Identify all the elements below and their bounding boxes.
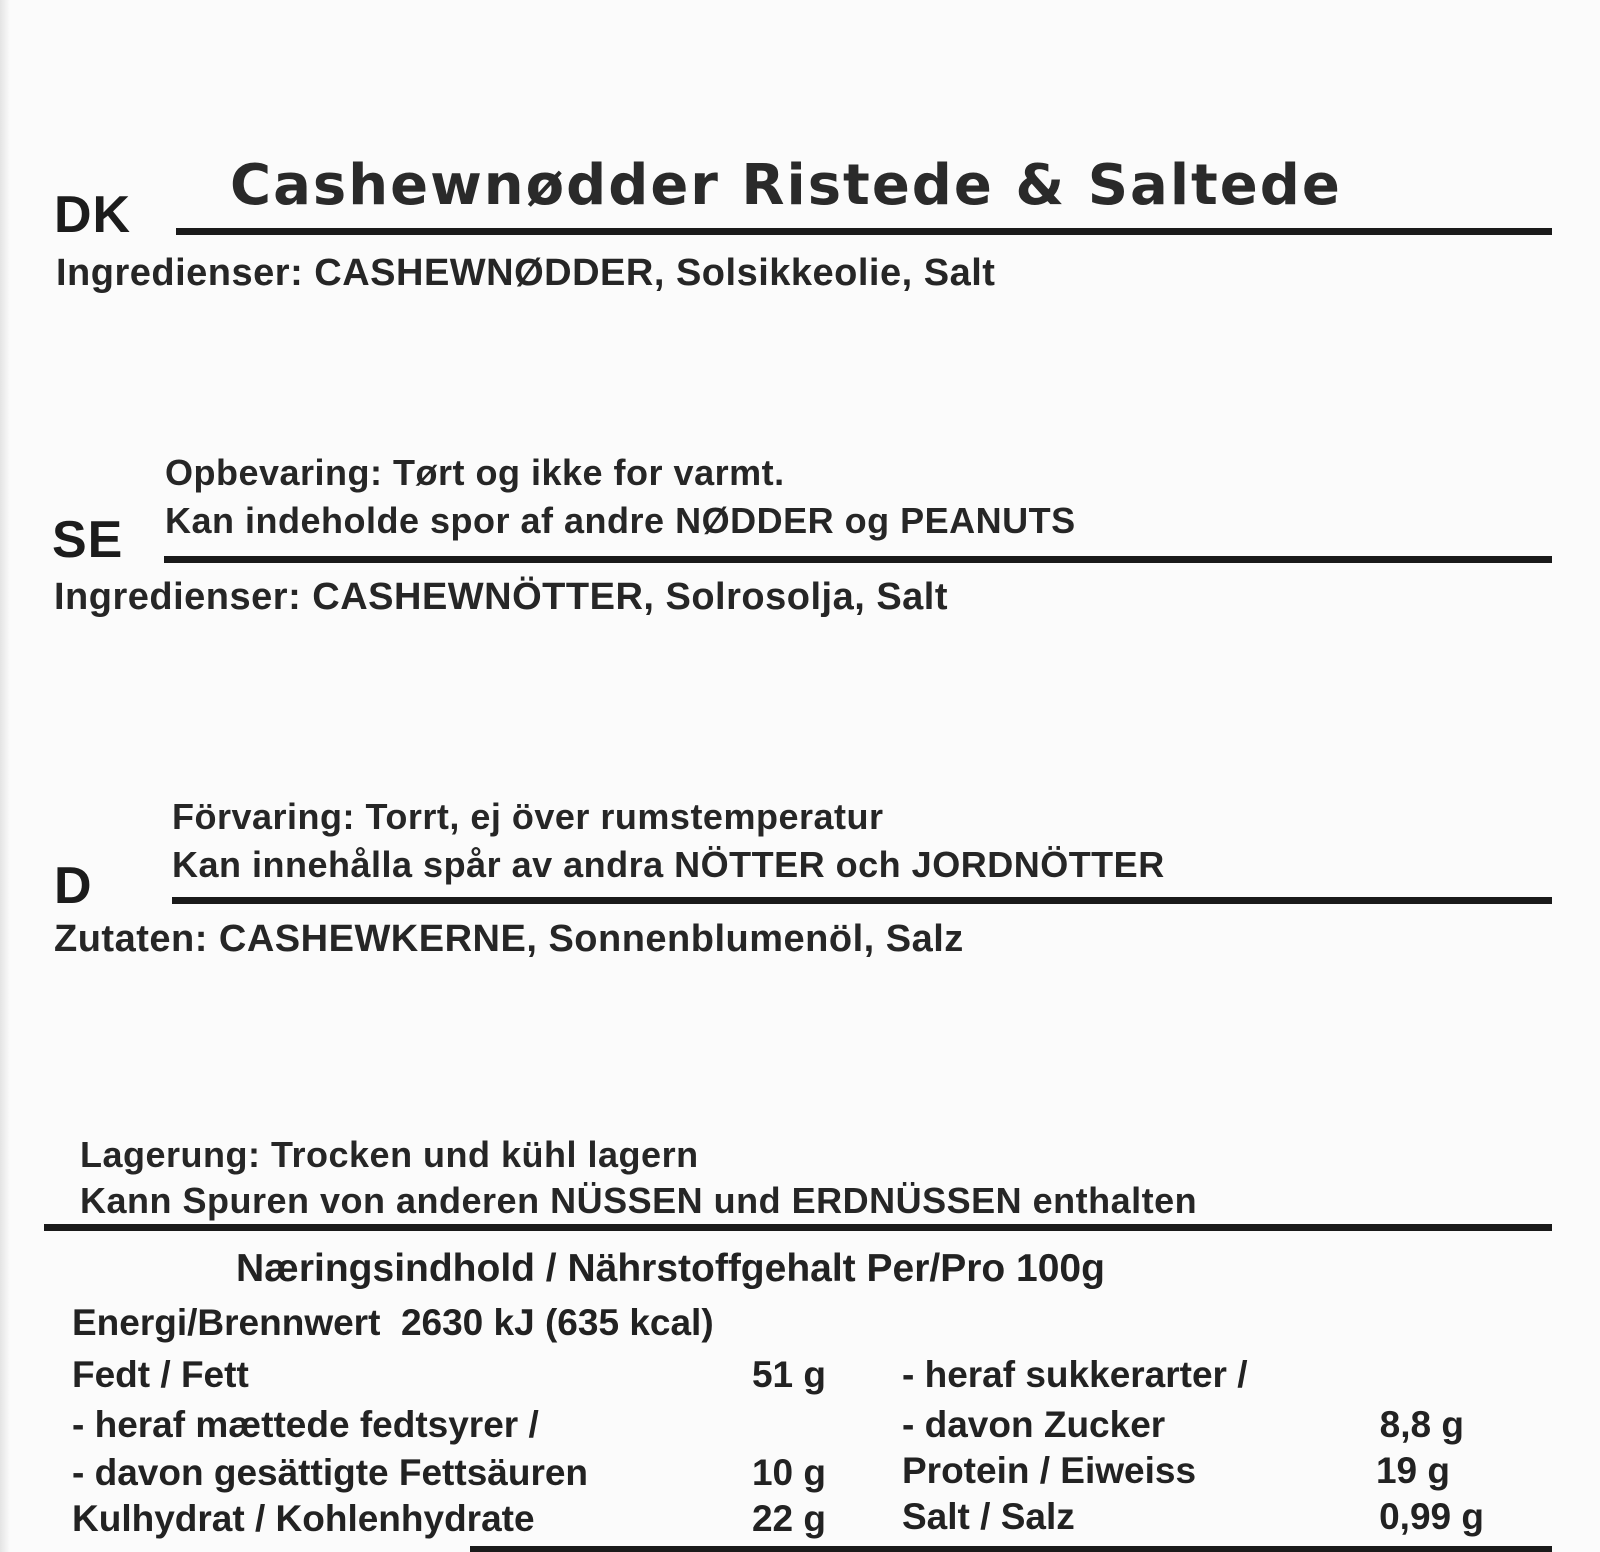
lang-code-dk: DK (54, 186, 132, 244)
se-rule (164, 556, 1552, 563)
paper-edge (0, 0, 10, 1552)
sugar-label-2: - davon Zucker (902, 1404, 1166, 1445)
energy-row: Energi/Brennwert 2630 kJ (635 kcal) (72, 1302, 714, 1343)
protein-label: Protein / Eiweiss (902, 1450, 1197, 1491)
d-rule (172, 897, 1552, 904)
dk-allergens: Kan indeholde spor af andre NØDDER og PEANUTS (165, 500, 1076, 541)
lang-code-se: SE (52, 511, 124, 569)
d-storage: Lagerung: Trocken und kühl lagern (80, 1134, 699, 1175)
nutrition-header: Næringsindhold / Nährstoffgehalt Per/Pro 100g (236, 1247, 1105, 1290)
salt-value: 0,99 g (1379, 1496, 1484, 1537)
dk-ingredients: Ingredienser: CASHEWNØDDER, Solsikkeolie, Salt (56, 252, 996, 294)
dk-title-rule (176, 228, 1552, 235)
carbohydrate-label: Kulhydrat / Kohlenhydrate (72, 1498, 535, 1539)
sugar-value: 8,8 g (1379, 1404, 1464, 1445)
lang-code-d: D (54, 857, 93, 915)
se-allergens: Kan innehålla spår av andra NÖTTER och JORDNÖTTER (172, 844, 1165, 885)
sugar-label-1: - heraf sukkerarter / (902, 1354, 1248, 1395)
se-storage: Förvaring: Torrt, ej över rumstemperatur (172, 796, 884, 837)
fat-label: Fedt / Fett (72, 1354, 249, 1395)
carbohydrate-value: 22 g (751, 1498, 826, 1539)
saturated-label-1: - heraf mættede fedtsyrer / (72, 1404, 539, 1445)
nutrition-bottom-rule (470, 1546, 1552, 1552)
protein-value: 19 g (1375, 1450, 1450, 1491)
saturated-value: 10 g (751, 1452, 826, 1493)
fat-value: 51 g (751, 1354, 826, 1395)
nutrition-top-rule (44, 1224, 1552, 1231)
saturated-label-2: - davon gesättigte Fettsäuren (72, 1452, 589, 1493)
product-title: Cashewnødder Ristede & Saltede (230, 153, 1342, 218)
salt-label: Salt / Salz (902, 1496, 1075, 1537)
dk-storage: Opbevaring: Tørt og ikke for varmt. (165, 452, 785, 493)
d-allergens: Kann Spuren von anderen NÜSSEN und ERDNÜSSEN enthalten (80, 1180, 1198, 1221)
d-ingredients: Zutaten: CASHEWKERNE, Sonnenblumenöl, Salz (54, 918, 964, 960)
se-ingredients: Ingredienser: CASHEWNÖTTER, Solrosolja, Salt (54, 576, 949, 618)
